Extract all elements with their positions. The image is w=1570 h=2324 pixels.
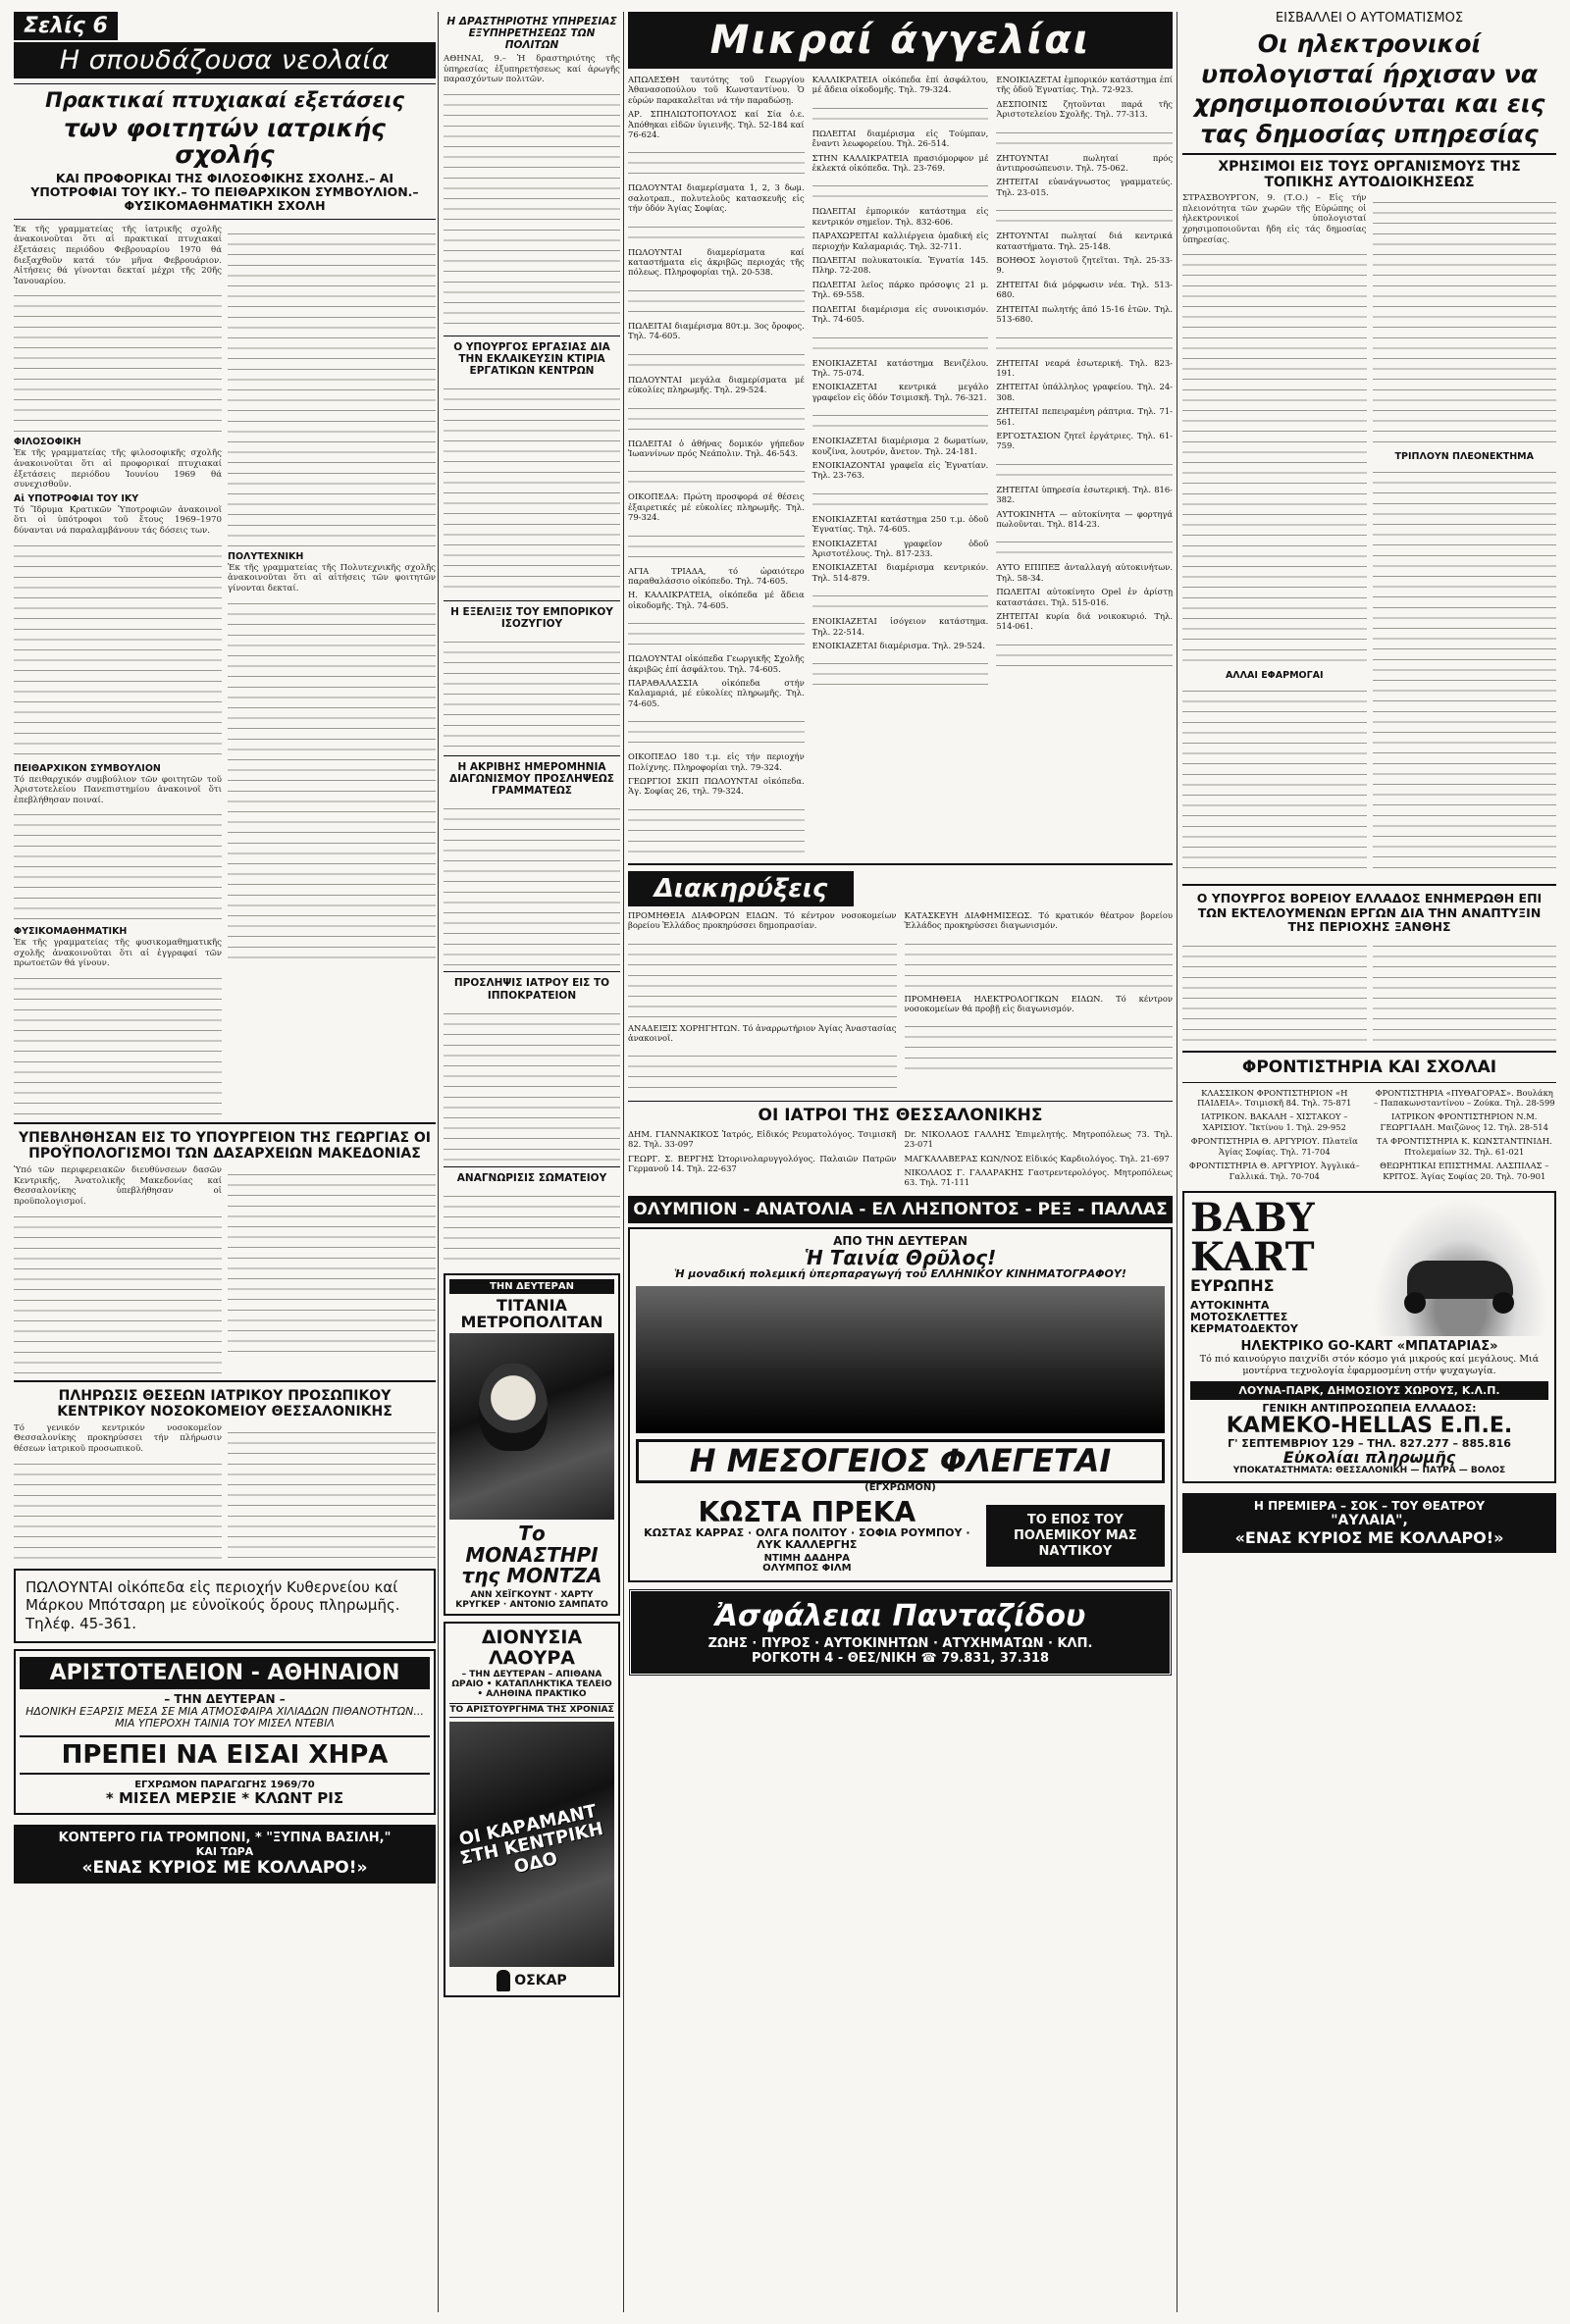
- theater-line: Η ΠΡΕΜΙΕΡΑ – ΣΟΚ – ΤΟΥ ΘΕΑΤΡΟΥ: [1253, 1499, 1486, 1514]
- ad-text-block: [628, 712, 805, 751]
- doctor-listing: Dr. ΝΙΚΟΛΑΟΣ ΓΑΛΛΗΣ Ἐπιμελητής. Μητροπόλεως 73. Τηλ. 23-071: [904, 1128, 1173, 1150]
- cinema-tagline: Ἡ μοναδική πολεμική ὑπερπαραγωγή τοῦ ΕΛΛΗΝΙΚΟΥ ΚΙΝΗΜΑΤΟΓΡΑΦΟΥ!: [674, 1267, 1126, 1281]
- subhead-polytechnic: ΠΟΛΥΤΕΧΝΙΚΗ: [228, 550, 304, 562]
- classified-ad: ΠΩΛΟΥΝΤΑΙ μεγάλα διαμερίσματα μέ εὐκολίες πληρωμῆς. Τηλ. 29-524.: [628, 374, 805, 395]
- classified-ad: ΖΗΤΕΙΤΑΙ διά μόρφωσιν νέα. Τηλ. 513-680.: [996, 279, 1173, 300]
- ad-text-block: [812, 99, 989, 129]
- subhead-scholarships: Αἱ ΥΠΟΤΡΟΦΙΑΙ ΤΟΥ ΙΚΥ: [14, 492, 139, 504]
- subhead-advantage: ΤΡΙΠΛΟΥΝ ΠΛΕΟΝΕΚΤΗΜΑ: [1394, 451, 1534, 463]
- article-text: ΑΘΗΝΑΙ, 9.– Ἡ δραστηριότης τῆς ὑπηρεσίας ἐξυπηρετήσεως καί ἀρωγῆς παρασχόντων πολιτῶν.: [444, 54, 620, 85]
- branches: ΥΠΟΚΑΤΑΣΤΗΜΑΤΑ: ΘΕΣΣΑΛΟΝΙΚΗ — ΠΑΤΡΑ — ΒΟΛΟΣ: [1232, 1465, 1506, 1475]
- school-listing: ΙΑΤΡΙΚΟΝ. ΒΑΚΑΛΗ – ΧΙΣΤΑΚΟΥ – ΧΑΡΙΣΙΟΥ. Ἵκτίνου 1. Τηλ. 29-952: [1201, 1111, 1348, 1132]
- ad-text-block: [812, 329, 989, 358]
- film-cast: * ΜΙΣΕΛ ΜΕΡΣΙΕ * ΚΛΩΝΤ ΡΙΣ: [105, 1789, 344, 1808]
- film-poster-image: [636, 1286, 1165, 1433]
- classified-ad: ΑΥΤΟ ΕΠΙΠΕΞ ἀνταλλαγή αὐτοκινήτων. Τηλ. 58-34.: [996, 562, 1173, 583]
- classified-ad: Η. ΚΑΛΛΙΚΡΑΤΕΙΑ, οἰκόπεδα μέ ἄδεια οἰκοδομῆς. Τηλ. 74-605.: [628, 590, 805, 610]
- classified-ad: ΕΡΓΟΣΤΑΣΙΟΝ ζητεῖ ἐργάτριες. Τηλ. 61-759.: [996, 430, 1173, 451]
- cinema-tagline: ΜΙΑ ΥΠΕΡΟΧΗ ΤΑΙΝΙΑ ΤΟΥ ΜΙΣΕΛ ΝΤΕΒΙΛ: [115, 1716, 335, 1730]
- notices-title: Διακηρύξεις: [628, 871, 854, 906]
- classified-ad: ΖΗΤΕΙΤΑΙ ὑπηρεσία ἐσωτερική. Τηλ. 816-382.: [996, 484, 1173, 505]
- column-student-news: [14, 12, 436, 1889]
- classified-ad: ΖΗΤΕΙΤΑΙ νεαρά ἐσωτερική. Τηλ. 823-191.: [996, 357, 1173, 378]
- film-star: ΚΩΣΤΑ ΠΡΕΚΑ: [698, 1495, 916, 1528]
- article-text-block: [14, 1455, 222, 1563]
- theater-play-title: «ΕΝΑΣ ΚΥΡΙΟΣ ΜΕ ΚΟΛΛΑΡΟ!»: [1234, 1528, 1504, 1548]
- article-text-block: [14, 805, 222, 923]
- film-distributor: ΟΛΥΜΠΟΣ ΦΙΛΜ: [762, 1563, 852, 1575]
- classified-ad: ΟΙΚΟΠΕΔΟ 180 τ.μ. εἰς τήν περιοχήν Πολίχνης. Πληροφορίαι τηλ. 79-324.: [628, 751, 805, 772]
- classified-ad: ΖΗΤΕΙΤΑΙ πωλητής ἀπό 15-16 ἐτῶν. Τηλ. 513-680.: [996, 303, 1173, 325]
- theater-ad-bottom: [14, 1825, 436, 1884]
- kart-wheel-icon: [1492, 1292, 1514, 1314]
- theater-name: "ΑΥΛΑΙΑ",: [1331, 1513, 1408, 1529]
- article-text: Ὑπό τῶν περιφερειακῶν διευθύνσεων δασῶν Κεντρικῆς, Ἀνατολικῆς Μακεδονίας καί Θεσσαλονίκης ὑπεβλήθησαν οἱ προϋπολογισμοί.: [14, 1165, 222, 1208]
- section-title: Η σπουδάζουσα νεολαία: [14, 42, 436, 78]
- insurance-address: ΡΟΓΚΟΤΗ 4 - ΘΕΣ/ΝΙΚΗ ☎ 79.831, 37.318: [751, 1651, 1050, 1667]
- ad-text-block: [628, 399, 805, 439]
- tender-notice: ΑΝΑΔΕΙΞΙΣ ΧΟΡΗΓΗΤΩΝ. Τό ἀναρρωτήριον Ἀγίας Ἀναστασίας ἀνακοινοῖ.: [628, 1022, 897, 1044]
- film-cast: ΚΩΣΤΑΣ ΚΑΡΡΑΣ · ΟΛΓΑ ΠΟΛΙΤΟΥ · ΣΟΦΙΑ ΡΟΥΜΠΟΥ · ΛΥΚ ΚΑΛΛΕΡΓΗΣ: [644, 1525, 970, 1551]
- subhead-physmath: ΦΥΣΙΚΟΜΑΘΗΜΑΤΙΚΗ: [14, 926, 128, 938]
- article-text: Τό γενικόν κεντρικόν νοσοκομεῖον Θεσσαλονίκης προκηρύσσει τήν πλήρωσιν θέσεων ἰατρικοῦ προσωπικοῦ.: [14, 1422, 222, 1455]
- classified-ad: ΠΩΛΕΙΤΑΙ πολυκατοικία. Ἐγνατία 145. Πληρ. 72-208.: [811, 255, 989, 276]
- school-listing: ΦΡΟΝΤΙΣΤΗΡΙΑ Θ. ΑΡΓΥΡΙΟΥ. Ἀγγλικά–Γαλλικά. Τηλ. 70-704: [1188, 1161, 1360, 1181]
- subheadline: ΚΑΙ ΠΡΟΦΟΡΙΚΑΙ ΤΗΣ ΦΙΛΟΣΟΦΙΚΗΣ ΣΧΟΛΗΣ.– ΑΙ ΥΠΟΤΡΟΦΙΑΙ ΤΟΥ ΙΚΥ.– ΤΟ ΠΕΙΘΑΡΧΙΚΟΝ ΣΥΜΒΟΥΛΙΟΝ.– ΦΥΣΙΚΟΜΑΘΗΜΑΤΙΚΗ ΣΧΟΛΗ: [30, 170, 419, 214]
- classifieds-title: Μικραί άγγελίαι: [628, 12, 1173, 69]
- product-line: ΗΛΕΚΤΡΙΚΟ GO-KART «ΜΠΑΤΑΡΙΑΣ»: [1240, 1338, 1498, 1354]
- article-text-block: [14, 969, 222, 1116]
- column-rule: [438, 12, 439, 2312]
- classified-ad: ΑΡ. ΣΠΗΛΙΩΤΟΠΟΥΛΟΣ καί Σία ὁ.ε. Ἀπόθηκαι εἰδῶν ὑγιεινῆς. Τηλ. 52-184 καί 76-624.: [628, 109, 805, 140]
- classified-ad: ΒΟΗΘΟΣ λογιστοῦ ζητεῖται. Τηλ. 25-33-9.: [996, 255, 1173, 276]
- insurance-company: Ἀσφάλειαι Πανταζίδου: [714, 1599, 1086, 1634]
- cinema-tagline: – ΤΗΝ ΔΕΥΤΕΡΑΝ – ΑΠΙΘΑΝΑ ΩΡΑΙΟ • ΚΑΤΑΠΛΗΚΤΙΚΑ ΤΕΛΕΙΟ • ΑΛΗΘΙΝΑ ΠΡΑΚΤΙΚΟ: [451, 1670, 612, 1699]
- kicker: ΕΙΣΒΑΛΛΕΙ Ο ΑΥΤΟΜΑΤΙΣΜΟΣ: [1275, 12, 1464, 26]
- article-headline: ΠΡΟΣΛΗΨΙΣ ΙΑΤΡΟΥ ΕΙΣ ΤΟ ΙΠΠΟΚΡΑΤΕΙΟΝ: [453, 977, 610, 1002]
- tender-notice: ΠΡΟΜΗΘΕΙΑ ΗΛΕΚΤΡΟΛΟΓΙΚΩΝ ΕΙΔΩΝ. Τό κέντρον νοσοκομείων θά προβῇ εἰς διαγωνισμόν.: [904, 993, 1173, 1014]
- article-text-block: [228, 1165, 436, 1362]
- doctors-title: ΟΙ ΙΑΤΡΟΙ ΤΗΣ ΘΕΣΣΑΛΟΝΙΚΗΣ: [758, 1106, 1043, 1126]
- ad-text-block: [628, 143, 805, 182]
- film-poster-image: [449, 1333, 614, 1520]
- brand-region: ΕΥΡΩΠΗΣ: [1190, 1275, 1275, 1295]
- school-listing: ΘΕΩΡΗΤΙΚΑΙ ΕΠΙΣΤΗΜΑΙ. ΛΑΣΠΙΛΑΣ – ΚΡΙΤΟΣ. Ἁγίας Σοφίας 20. Τηλ. 70-901: [1380, 1161, 1549, 1181]
- classified-ad: ΖΗΤΕΙΤΑΙ κυρία διά νοικοκυριό. Τηλ. 514-061.: [996, 611, 1173, 632]
- article-text-block: [14, 286, 222, 434]
- article-headline: ΥΠΕΒΛΗΘΗΣΑΝ ΕΙΣ ΤΟ ΥΠΟΥΡΓΕΙΟΝ ΤΗΣ ΓΕΩΡΓΙΑΣ ΟΙ ΠΡΟΫΠΟΛΟΓΙΣΜΟΙ ΤΩΝ ΔΑΣΑΡΧΕΙΩΝ ΜΑΚΕΔΟΝΙΑΣ: [19, 1130, 431, 1162]
- classified-ad: ΠΩΛΕΙΤΑΙ διαμέρισμα εἰς Τούμπαν, ἔναντι λεωφορείου. Τηλ. 26-514.: [811, 128, 989, 149]
- article-text-block: [228, 594, 436, 967]
- payment-terms: Εὐκολίαι πληρωμῆς: [1282, 1448, 1456, 1468]
- classified-ad: ΠΑΡΑΧΩΡΕΙΤΑΙ καλλιέργεια ὁμαδική εἰς περιοχήν Καλαμαριάς. Τηλ. 32-711.: [811, 231, 989, 251]
- classified-ad: ΕΝΟΙΚΙΑΖΕΤΑΙ ἐμπορικόν κατάστημα ἐπί τῆς ὁδοῦ Ἐγνατίας. Τηλ. 72-923.: [996, 75, 1173, 95]
- page-number-tag: Σελίς 6: [14, 12, 118, 40]
- real-estate-ad: ΠΩΛΟΥΝΤΑΙ οἰκόπεδα εἰς περιοχήν Κυθερνείου καί Μάρκου Μπότσαρη με εὐνοϊκούς ὅρους πληρωμῆς. Τηλέφ. 45-361.: [14, 1569, 436, 1643]
- ad-text-block: [996, 329, 1173, 358]
- ad-text-block: [812, 485, 989, 514]
- classified-ad: ΑΥΤΟΚΙΝΗΤΑ — αὐτοκίνητα — φορτηγά πωλοῦνται. Τηλ. 814-23.: [996, 508, 1173, 529]
- doctor-listing: ΝΙΚΟΛΑΟΣ Γ. ΓΑΛΑΡΑΚΗΣ Γαστρεντερολόγος. Μητροπόλεως 63. Τηλ. 71-111: [904, 1167, 1173, 1188]
- headline: Πρακτικαί πτυχιακαί εξετάσεις: [45, 88, 404, 112]
- ad-text-block: [996, 124, 1173, 153]
- article-text: Ἐκ τῆς γραμματείας τῆς φιλοσοφικῆς σχολῆς ἀνακοινοῦται ὅτι αἱ προφορικαί πτυχιακαί ἐξετάσεις περιόδου Ἰουνίου 1969 θά συνεχισθοῦν.: [14, 448, 222, 491]
- ad-text-block: [812, 406, 989, 436]
- article-headline: ΑΝΑΓΝΩΡΙΣΙΣ ΣΩΜΑΤΕΙΟΥ: [456, 1171, 607, 1184]
- schools-title: ΦΡΟΝΤΙΣΤΗΡΙΑ ΚΑΙ ΣΧΟΛΑΙ: [1241, 1058, 1497, 1078]
- product-type: ΑΥΤΟΚΙΝΗΤΑ ΜΟΤΟΣΚΛΕΤΤΕΣ ΚΕΡΜΑΤΟΔΕΚΤΟΥ: [1190, 1299, 1298, 1335]
- article-text-block: [1182, 682, 1367, 878]
- headline-line-2: των φοιτητών ιατρικής σχολής: [64, 113, 386, 169]
- article-headline: Η ΑΚΡΙΒΗΣ ΗΜΕΡΟΜΗΝΙΑ ΔΙΑΓΩΝΙΣΜΟΥ ΠΡΟΣΛΗΨΕΩΣ ΓΡΑΜΜΑΤΕΩΣ: [449, 761, 614, 798]
- ad-text-block: [996, 201, 1173, 231]
- actress-face-shape: [479, 1363, 548, 1451]
- film-director: ΝΤΙΜΗ ΔΑΔΗΡΑ: [763, 1552, 851, 1564]
- article-text-block: [444, 85, 620, 331]
- classified-ad: ΕΝΟΙΚΙΑΖΟΝΤΑΙ γραφεῖα εἰς Ἐγνατίαν. Τηλ. 23-763.: [811, 459, 989, 481]
- classified-ad: ΕΝΟΙΚΙΑΖΕΤΑΙ διαμέρισμα κεντρικόν. Τηλ. 514-879.: [811, 562, 989, 583]
- article-text-block: [444, 1005, 620, 1162]
- ad-text-block: [996, 533, 1173, 562]
- cinema-date: ΑΠΟ ΤΗΝ ΔΕΥΤΕΡΑΝ: [833, 1233, 968, 1248]
- article-text: Ἐκ τῆς γραμματείας τῆς φυσικομαθηματικῆς σχολῆς ἀνακοινοῦται ὅτι αἱ ἐγγραφαί τῶν πρωτοετῶν θά γίνουν.: [14, 938, 222, 969]
- cinema-date: ΤΗΝ ΔΕΥΤΕΡΑΝ: [449, 1279, 614, 1294]
- cinema-tagline: ΤΟ ΑΡΙΣΤΟΥΡΓΗΜΑ ΤΗΣ ΧΡΟΝΙΑΣ: [449, 1703, 614, 1719]
- subhead-applications: ΑΛΛΑΙ ΕΦΑΡΜΟΓΑΙ: [1225, 670, 1324, 682]
- kart-wheel-icon: [1404, 1292, 1426, 1314]
- cinema-ad-mesogeios: [628, 1227, 1173, 1582]
- notice-text-block: [628, 935, 897, 1023]
- article-text-block: [1182, 937, 1367, 1045]
- article-text-block: [1373, 937, 1557, 1045]
- school-listing: ΦΡΟΝΤΙΣΤΗΡΙΑ Θ. ΑΡΓΥΡΙΟΥ. Πλατεῖα Ἁγίας Σοφίας. Τηλ. 71-704: [1190, 1136, 1358, 1157]
- distributor-address: Γ' ΣΕΠΤΕΜΒΡΙΟΥ 129 – ΤΗΛ. 827.277 – 885.816: [1228, 1436, 1511, 1450]
- subhead-discipline: ΠΕΙΘΑΡΧΙΚΟΝ ΣΥΜΒΟΥΛΙΟΝ: [14, 762, 161, 774]
- article-text-block: [444, 800, 620, 966]
- brand-name: BABY KART: [1190, 1194, 1315, 1280]
- cinema-name: ΤΙΤΑΝΙΑ ΜΕΤΡΟΠΟΛΙΤΑΝ: [460, 1295, 603, 1331]
- classified-ad: ΕΝΟΙΚΙΑΖΕΤΑΙ κατάστημα Βενιζέλου. Τηλ. 75-074.: [811, 357, 989, 378]
- article-text-block: [1373, 463, 1557, 875]
- notice-text-block: [905, 1017, 1174, 1076]
- article-text-block: [1373, 193, 1557, 448]
- column-classifieds: [628, 12, 1173, 1682]
- article-text-block: [1182, 245, 1367, 667]
- ad-text-block: [812, 177, 989, 206]
- insurance-ad: [628, 1588, 1173, 1677]
- classified-ad: ΑΓΙΑ ΤΡΙΑΔΑ, τό ὡραιότερο παραθαλάσσιο οἰκόπεδο. Τηλ. 74-605.: [628, 565, 805, 586]
- insurance-lines: ΖΩΗΣ · ΠΥΡΟΣ · ΑΥΤΟΚΙΝΗΤΩΝ · ΑΤΥΧΗΜΑΤΩΝ · ΚΛΠ.: [707, 1636, 1093, 1652]
- classified-ad: ΣΤΗΝ ΚΑΛΛΙΚΡΑΤΕΙΑ πρασιόμορφον μέ ἐκλεκτά οἰκόπεδα. Τηλ. 23-769.: [811, 152, 989, 174]
- article-headline: Η ΕΞΕΛΙΞΙΣ ΤΟΥ ΕΜΠΟΡΙΚΟΥ ΙΣΟΖΥΓΙΟΥ: [450, 606, 613, 631]
- distributor-name: ΚΑΜΕΚΟ-HELLAS Ε.Π.Ε.: [1226, 1413, 1513, 1438]
- article-headline: ΠΛΗΡΩΣΙΣ ΘΕΣΕΩΝ ΙΑΤΡΙΚΟΥ ΠΡΟΣΩΠΙΚΟΥ ΚΕΝΤΡΙΚΟΥ ΝΟΣΟΚΟΜΕΙΟΥ ΘΕΣΣΑΛΟΝΙΚΗΣ: [57, 1387, 392, 1420]
- ad-text-block: [628, 614, 805, 653]
- film-title: ΟΙ ΚΑΡΑΜΑΝΤ ΣΤΗ ΚΕΝΤΡΙΚΗ ΟΔΟ: [457, 1801, 605, 1879]
- article-headline: Ο ΥΠΟΥΡΓΟΣ ΒΟΡΕΙΟΥ ΕΛΛΑΔΟΣ ΕΝΗΜΕΡΩΘΗ ΕΠΙ ΤΩΝ ΕΚΤΕΛΟΥΜΕΝΩΝ ΕΡΓΩΝ ΔΙΑ ΤΗΝ ΑΝΑΠΤΥΞΙΝ ΤΗΣ ΠΕΡΙΟΧΗΣ ΞΑΝΘΗΣ: [1196, 891, 1543, 934]
- classified-ad: ΠΩΛΟΥΝΤΑΙ διαμερίσματα καί καταστήματα εἰς ἀκριβῶς περιοχάς τῆς πόλεως. Πληροφορίαι τηλ. 20-538.: [628, 246, 805, 278]
- ad-text-block: [628, 282, 805, 321]
- article-text: Ἐκ τῆς γραμματείας τῆς Πολυτεχνικῆς σχολῆς ἀνακοινοῦται ὅτι αἱ αἰτήσεις τῶν φοιτητῶν γίνονται δεκταί.: [228, 562, 436, 594]
- ad-text-block: [812, 587, 989, 616]
- ad-text-block: [628, 218, 805, 247]
- subheadline: ΧΡΗΣΙΜΟΙ ΕΙΣ ΤΟΥΣ ΟΡΓΑΝΙΣΜΟΥΣ ΤΗΣ ΤΟΠΙΚΗΣ ΑΥΤΟΔΙΟΙΚΗΣΕΩΣ: [1182, 153, 1556, 190]
- cinema-chain-bar: ΟΛΥΜΠΙΟΝ - ΑΝΑΤΟΛΙΑ - ΕΛ ΛΗΣΠΟΝΤΟΣ - ΡΕΞ - ΠΑΛΛΑΣ: [628, 1196, 1173, 1223]
- ad-text-block: [628, 527, 805, 566]
- tender-notice: ΠΡΟΜΗΘΕΙΑ ΔΙΑΦΟΡΩΝ ΕΙΔΩΝ. Τό κέντρον νοσοκομείων βορείου Ἑλλάδος προκηρύσσει δημοπρασίαν.: [628, 909, 897, 931]
- doctor-listing: ΓΕΩΡΓ. Σ. ΒΕΡΓΗΣ Ὠτορινολαρυγγολόγος. Παλαιῶν Πατρῶν Γερμανοῦ 14. Τηλ. 22-637: [628, 1153, 897, 1174]
- classified-ad: ΠΩΛΕΙΤΑΙ λεῖος πάρκο πρόσοψις 21 μ. Τηλ. 69-558.: [811, 279, 989, 300]
- article-text-block: [444, 1187, 620, 1265]
- classified-ad: ΕΝΟΙΚΙΑΖΕΤΑΙ κεντρικά μεγάλο γραφεῖον εἰς ὁδόν Τσιμισκῆ. Τηλ. 76-321.: [811, 382, 989, 402]
- cinema-name: ΑΡΙΣΤΟΤΕΛΕΙΟΝ - ΑΘΗΝΑΙΟΝ: [20, 1657, 430, 1689]
- column-computers: [1182, 12, 1556, 1559]
- classified-ad: ΠΩΛΟΥΝΤΑΙ οἰκόπεδα Γεωργικῆς Σχολῆς ἀκριβῶς ἐπί ἀσφάλτου. Τηλ. 74-605.: [628, 653, 805, 674]
- article-text-block: [14, 1208, 222, 1374]
- ad-text-block: [628, 345, 805, 375]
- film-color-note: (ΕΓΧΡΩΜΟΝ): [864, 1481, 936, 1493]
- column-news-briefs: [444, 12, 620, 2003]
- classified-ad: ΖΗΤΕΙΤΑΙ πεπειραμένη ράπτρια. Τηλ. 71-561.: [996, 406, 1173, 427]
- theater-ad-bottom: [1182, 1493, 1556, 1553]
- classified-ad: ΕΝΟΙΚΙΑΖΕΤΑΙ γραφεῖον ὁδοῦ Ἀριστοτέλους. Τηλ. 817-233.: [811, 538, 989, 558]
- notice-text-block: [905, 935, 1174, 994]
- classified-ad: ΖΗΤΟΥΝΤΑΙ πωληταί διά κεντρικά καταστήματα. Τηλ. 25-148.: [996, 231, 1173, 251]
- classified-ad: ΠΑΡΑΘΑΛΑΣΣΙΑ οἰκόπεδα στήν Καλαμαριά, μέ εὐκολίες πληρωμῆς. Τηλ. 74-605.: [628, 677, 805, 708]
- classified-ad: ΑΠΩΛΕΣΘΗ ταυτότης τοῦ Γεωργίου Ἀθανασοπούλου τοῦ Κωνσταντίνου. Ὁ εὑρών παρακαλεῖται νά τήν παραδώσῃ.: [628, 75, 805, 105]
- article-headline: Ο ΥΠΟΥΡΓΟΣ ΕΡΓΑΣΙΑΣ ΔΙΑ ΤΗΝ ΕΚΛΑΙΚΕΥΣΙΝ ΚΤΙΡΙΑ ΕΡΓΑΤΙΚΩΝ ΚΕΝΤΡΩΝ: [453, 340, 610, 378]
- column-rule: [1177, 12, 1178, 2312]
- column-rule: [623, 12, 624, 2312]
- classified-ad: ΠΩΛΕΙΤΑΙ διαμέρισμα 80τ.μ. 3ος ὄροφος. Τηλ. 74-605.: [628, 320, 805, 341]
- theater-line: ΚΑΙ ΤΩΡΑ: [195, 1844, 254, 1858]
- article-lead: ΣΤΡΑΣΒΟΥΡΓΟΝ, 9. (Τ.Ο.) – Εἰς τήν πλειονότητα τῶν χωρῶν τῆς Εὐρώπης οἱ ἠλεκτρονικοί ὑπολογισταί χρησιμοποιοῦνται ἤδη εἰς τάς δημοσίας ὑπηρεσίας.: [1182, 193, 1367, 245]
- classified-ad: ΖΗΤΟΥΝΤΑΙ πωληταί πρός ἀντιπροσώπευσιν. Τηλ. 75-062.: [996, 152, 1173, 174]
- article-text-block: [228, 1423, 436, 1561]
- film-poster-image: [449, 1722, 614, 1967]
- school-listing: ΦΡΟΝΤΙΣΤΗΡΙΑ «ΠΥΘΑΓΟΡΑΣ». Βουλάκη – Παπακωνσταντίνου – Ζούκα. Τηλ. 28-599: [1373, 1087, 1555, 1109]
- article-text-block: [444, 380, 620, 595]
- ad-text-block: [628, 462, 805, 491]
- theater-play-title: «ΕΝΑΣ ΚΥΡΙΟΣ ΜΕ ΚΟΛΛΑΡΟ!»: [81, 1857, 368, 1878]
- baby-kart-ad: [1182, 1191, 1556, 1484]
- classified-ad: ΟΙΚΟΠΕΔΑ: Πρώτη προσφορά σέ θέσεις ἐξαιρετικές μέ εὐκολίες πληρωμῆς. Τηλ. 79-324.: [628, 491, 805, 523]
- classified-ad: ΠΩΛΕΙΤΑΙ ὁ ἀθήνας δομικόν γήπεδον Ἰωαννίνων πρός Νεάπολιν. Τηλ. 46-543.: [628, 438, 805, 458]
- oscar-statuette-icon: [497, 1970, 510, 1991]
- classified-ad: ΠΩΛΕΙΤΑΙ ἐμπορικόν κατάστημα εἰς κεντρικόν σημεῖον. Τηλ. 832-606.: [811, 206, 989, 227]
- go-kart-photo: [1373, 1199, 1549, 1336]
- classifieds-column-c: [996, 75, 1173, 859]
- school-listing: ΚΛΑΣΣΙΚΟΝ ΦΡΟΝΤΙΣΤΗΡΙΟΝ «Η ΠΑΙΔΕΙΑ». Τσιμισκῆ 84. Τηλ. 75-871: [1197, 1087, 1352, 1109]
- film-cast: ΑΝΝ ΧΕΪΓΚΟΥΝΤ · ΧΑΡΤΥ ΚΡΥΓΚΕΡ · ΑΝΤΟΝΙΟ ΣΑΜΠΑΤΟ: [455, 1589, 608, 1610]
- classified-ad: ΕΝΟΙΚΙΑΖΕΤΑΙ ἰσόγειον κατάστημα. Τηλ. 22-514.: [811, 616, 989, 637]
- ad-text-block: [996, 636, 1173, 675]
- school-listing: ΤΑ ΦΡΟΝΤΙΣΤΗΡΙΑ Κ. ΚΩΝΣΤΑΝΤΙΝΙΔΗ. Πτολεμαίων 32. Τηλ. 61-021: [1376, 1136, 1552, 1157]
- classified-ad: ΕΝΟΙΚΙΑΖΕΤΑΙ κατάστημα 250 τ.μ. ὁδοῦ Ἐγνατίας. Τηλ. 74-605.: [811, 513, 989, 535]
- distribution-bar: ΛΟΥΝΑ-ΠΑΡΚ, ΔΗΜΟΣΙΟΥΣ ΧΩΡΟΥΣ, Κ.Λ.Π.: [1190, 1381, 1548, 1400]
- article-text-block: [228, 225, 436, 548]
- classified-ad: ΖΗΤΕΙΤΑΙ ὑπάλληλος γραφείου. Τηλ. 24-308.: [996, 382, 1173, 402]
- classified-ad: ΖΗΤΕΙΤΑΙ εὐανάγνωστος γραμματεύς. Τηλ. 23-015.: [996, 177, 1173, 197]
- article-text: Τό Ἵδρυμα Κρατικῶν Ὑποτροφιῶν ἀνακοινοῖ ὅτι οἱ ὑπότροφοι τοῦ ἔτους 1969–1970 δύνανται νά παραλαμβάνουν τάς δόσεις των.: [14, 504, 222, 536]
- cinema-tagline: ΗΔΟΝΙΚΗ ΕΞΑΡΣΙΣ ΜΕΣΑ ΣΕ ΜΙΑ ΑΤΜΟΣΦΑΙΡΑ ΧΙΛΙΑΔΩΝ ΠΙΘΑΝΟΤΗΤΩΝ...: [26, 1704, 424, 1718]
- cinema-tagline: Ἡ Ταινία Θρῦλος!: [804, 1245, 997, 1269]
- cinema-date: – ΤΗΝ ΔΕΥΤΕΡΑΝ –: [164, 1691, 286, 1706]
- doctor-listing: ΜΑΓΚΑΛΑΒΕΡΑΣ ΚΩΝ/ΝΟΣ Εἰδικός Καρδιολόγος. Τηλ. 21-697: [904, 1153, 1170, 1163]
- notice-text-block: [628, 1047, 897, 1096]
- article-headline: Η ΔΡΑΣΤΗΡΙΟΤΗΣ ΥΠΗΡΕΣΙΑΣ ΕΞΥΠΗΡΕΤΗΣΕΩΣ ΤΩΝ ΠΟΛΙΤΩΝ: [446, 16, 617, 52]
- ad-text-block: [996, 455, 1173, 485]
- classified-ad: ΚΑΛΛΙΚΡΑΤΕΙΑ οἰκόπεδα ἐπί ἀσφάλτου, μέ ἄδεια οἰκοδομῆς. Τηλ. 79-324.: [811, 75, 989, 95]
- article-text-block: [14, 537, 222, 760]
- article-intro: Ἐκ τῆς γραμματείας τῆς ἰατρικῆς σχολῆς ἀνακοινοῦται ὅτι αἱ πρακτικαί πτυχιακαί ἐξετάσεις περιόδου Φεβρουαρίου 1970 θά διεξαχθοῦν κατά τόν μῆνα Φεβρουάριον. Αἰτήσεις θά γίνονται δεκταί μέχρι τῆς 20ῆς Ἰανουαρίου.: [14, 224, 222, 286]
- award-label: ΟΣΚΑΡ: [514, 1972, 567, 1988]
- distribution-head: ΓΕΝΙΚΗ ΑΝΤΙΠΡΟΣΩΠΕΙΑ ΕΛΛΑΔΟΣ:: [1262, 1401, 1477, 1415]
- ad-text-block: [812, 654, 989, 694]
- classified-ad: ΔΕΣΠΟΙΝΙΣ ζητοῦνται παρά τῆς Ἀριστοτελείου Σχολῆς. Τηλ. 77-313.: [996, 98, 1173, 120]
- cinema-ad-aristoteleion: [14, 1649, 436, 1815]
- cinema-name: ΔΙΟΝΥΣΙΑ ΛΑΟΥΡΑ: [481, 1627, 583, 1669]
- classified-ad: ΕΝΟΙΚΙΑΖΕΤΑΙ διαμέρισμα 2 δωματίων, κουζίνα, λουτρόν, ἄνετον. Τηλ. 24-181.: [811, 436, 989, 456]
- cinema-ad-titania: [444, 1273, 620, 1617]
- film-title: ΠΡΕΠΕΙ ΝΑ ΕΙΣΑΙ ΧΗΡΑ: [20, 1735, 430, 1775]
- headline: Οι ηλεκτρονικοί υπολογισταί ήρχισαν να χρησιμοποιούνται και εις τας δημοσίας υπηρεσίας: [1193, 29, 1545, 148]
- doctor-listing: ΔΗΜ. ΓΙΑΝΝΑΚΙΚΟΣ Ἰατρός, Εἰδικός Ρευματολόγος. Τσιμισκῆ 82. Τηλ. 33-097: [628, 1128, 897, 1150]
- product-description: Τό πιό καινούργιο παιχνίδι στόν κόσμο γιά μικρούς καί μεγάλους. Μιά μοντέρνα τεχνολογία ἐφαρμοσμένη στήν ψυχαγωγία.: [1199, 1353, 1540, 1376]
- article-text: Τό πειθαρχικόν συμβούλιον τῶν φοιτητῶν τοῦ Ἀριστοτελείου Πανεπιστημίου ἀνακοινοῖ ὅτι ἐπεβλήθησαν ποιναί.: [14, 774, 222, 805]
- article-text-block: [444, 633, 620, 750]
- cinema-ad-dionysia: [444, 1622, 620, 1997]
- ad-text-block: [628, 800, 805, 859]
- school-listing: ΙΑΤΡΙΚΟΝ ΦΡΟΝΤΙΣΤΗΡΙΟΝ Ν.Μ. ΓΕΩΡΓΙΑΔΗ. Μαιζῶνος 12. Τηλ. 28-514: [1380, 1111, 1548, 1132]
- film-title: Το ΜΟΝΑΣΤΗΡΙ της ΜΟΝΤΖΑ: [461, 1522, 602, 1588]
- classified-ad: ΠΩΛΕΙΤΑΙ αὐτοκίνητο Opel ἐν ἀρίστῃ καταστάσει. Τηλ. 515-016.: [996, 587, 1173, 607]
- subhead-philosophy: ΦΙΛΟΣΟΦΙΚΗ: [14, 437, 81, 448]
- classifieds-column-b: [812, 75, 989, 859]
- film-title: Η ΜΕΣΟΓΕΙΟΣ ΦΛΕΓΕΤΑΙ: [636, 1439, 1165, 1483]
- classified-ad: ΕΝΟΙΚΙΑΖΕΤΑΙ διαμέρισμα. Τηλ. 29-524.: [811, 641, 985, 650]
- classified-ad: ΠΩΛΕΙΤΑΙ διαμέρισμα εἰς συνοικισμόν. Τηλ. 74-605.: [811, 303, 989, 325]
- classified-ad: ΓΕΩΡΓΙΟΙ ΣΚΙΠ ΠΩΛΟΥΝΤΑΙ οἰκόπεδα. Ἁγ. Σοφίας 26, τηλ. 79-324.: [628, 776, 805, 797]
- classifieds-column-a: [628, 75, 805, 859]
- film-production: ΕΓΧΡΩΜΟΝ ΠΑΡΑΓΩΓΗΣ 1969/70: [134, 1779, 315, 1790]
- tender-notice: ΚΑΤΑΣΚΕΥΗ ΔΙΑΦΗΜΙΣΕΩΣ. Τό κρατικόν θέατρον βορείου Ἑλλάδος προκηρύσσει διαγωνισμόν.: [904, 909, 1173, 931]
- classified-ad: ΠΩΛΟΥΝΤΑΙ διαμερίσματα 1, 2, 3 δωμ. σαλοτραπ., πολυτελοῦς κατασκευῆς εἰς τήν ὁδόν Ἁγίας Σοφίας.: [628, 182, 805, 214]
- film-side-tagline: ΤΟ ΕΠΟΣ ΤΟΥ ΠΟΛΕΜΙΚΟΥ ΜΑΣ ΝΑΥΤΙΚΟΥ: [986, 1505, 1165, 1567]
- theater-line: ΚΟΝΤΕΡΓΟ ΓΙΑ ΤΡΟΜΠΟΝΙ, * "ΞΥΠΝΑ ΒΑΣΙΛΗ,": [58, 1830, 392, 1845]
